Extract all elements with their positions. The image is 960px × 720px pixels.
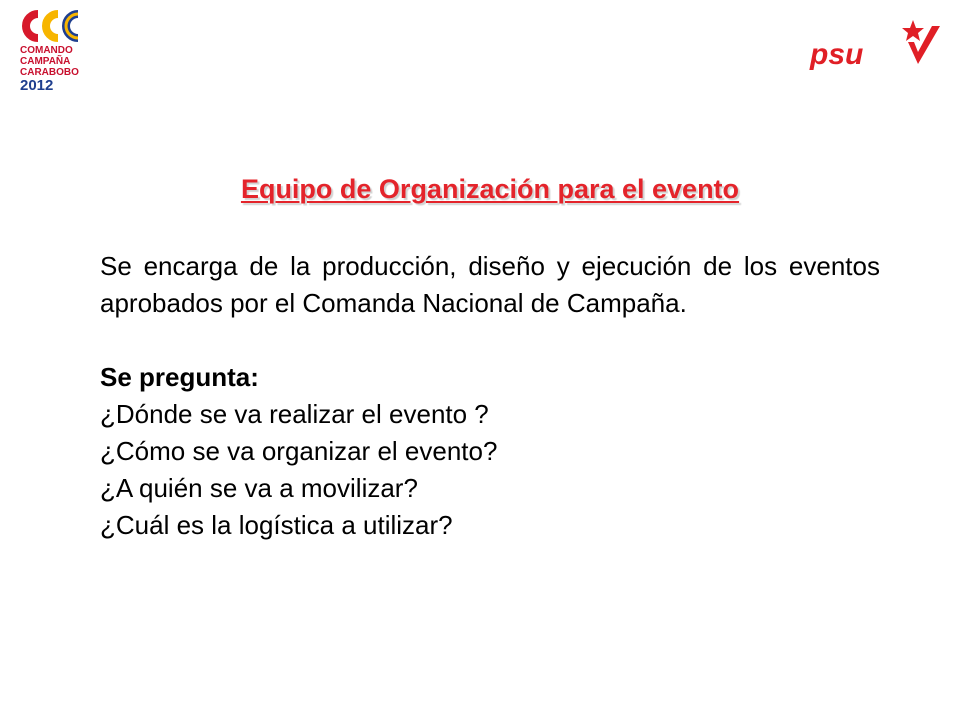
question-item: ¿Cuál es la logística a utilizar? <box>100 510 453 540</box>
slide-title: Equipo de Organización para el evento <box>240 174 740 204</box>
question-item: ¿Cómo se va organizar el evento? <box>100 436 498 466</box>
psuv-logo <box>808 18 942 70</box>
ask-label: Se pregunta: <box>100 362 259 392</box>
question-item: ¿Dónde se va realizar el evento ? <box>100 399 489 429</box>
description-paragraph: Se encarga de la producción, diseño y ejecución de los eventos aprobados por el Comanda Nacional de Campaña. <box>100 251 880 318</box>
logo-text-carabobo: CARABOBO <box>20 67 79 78</box>
logo-text-comando: COMANDO <box>20 45 73 56</box>
logo-text-campana: CAMPAÑA <box>20 56 71 67</box>
question-list <box>100 396 880 544</box>
question-item: ¿A quién se va a movilizar? <box>100 473 418 503</box>
slide-body <box>100 248 880 544</box>
comando-campana-carabobo-logo <box>18 8 90 92</box>
psuv-wordmark: psu <box>810 38 864 70</box>
logo-text-year: 2012 <box>20 77 54 92</box>
star-icon <box>902 20 924 41</box>
